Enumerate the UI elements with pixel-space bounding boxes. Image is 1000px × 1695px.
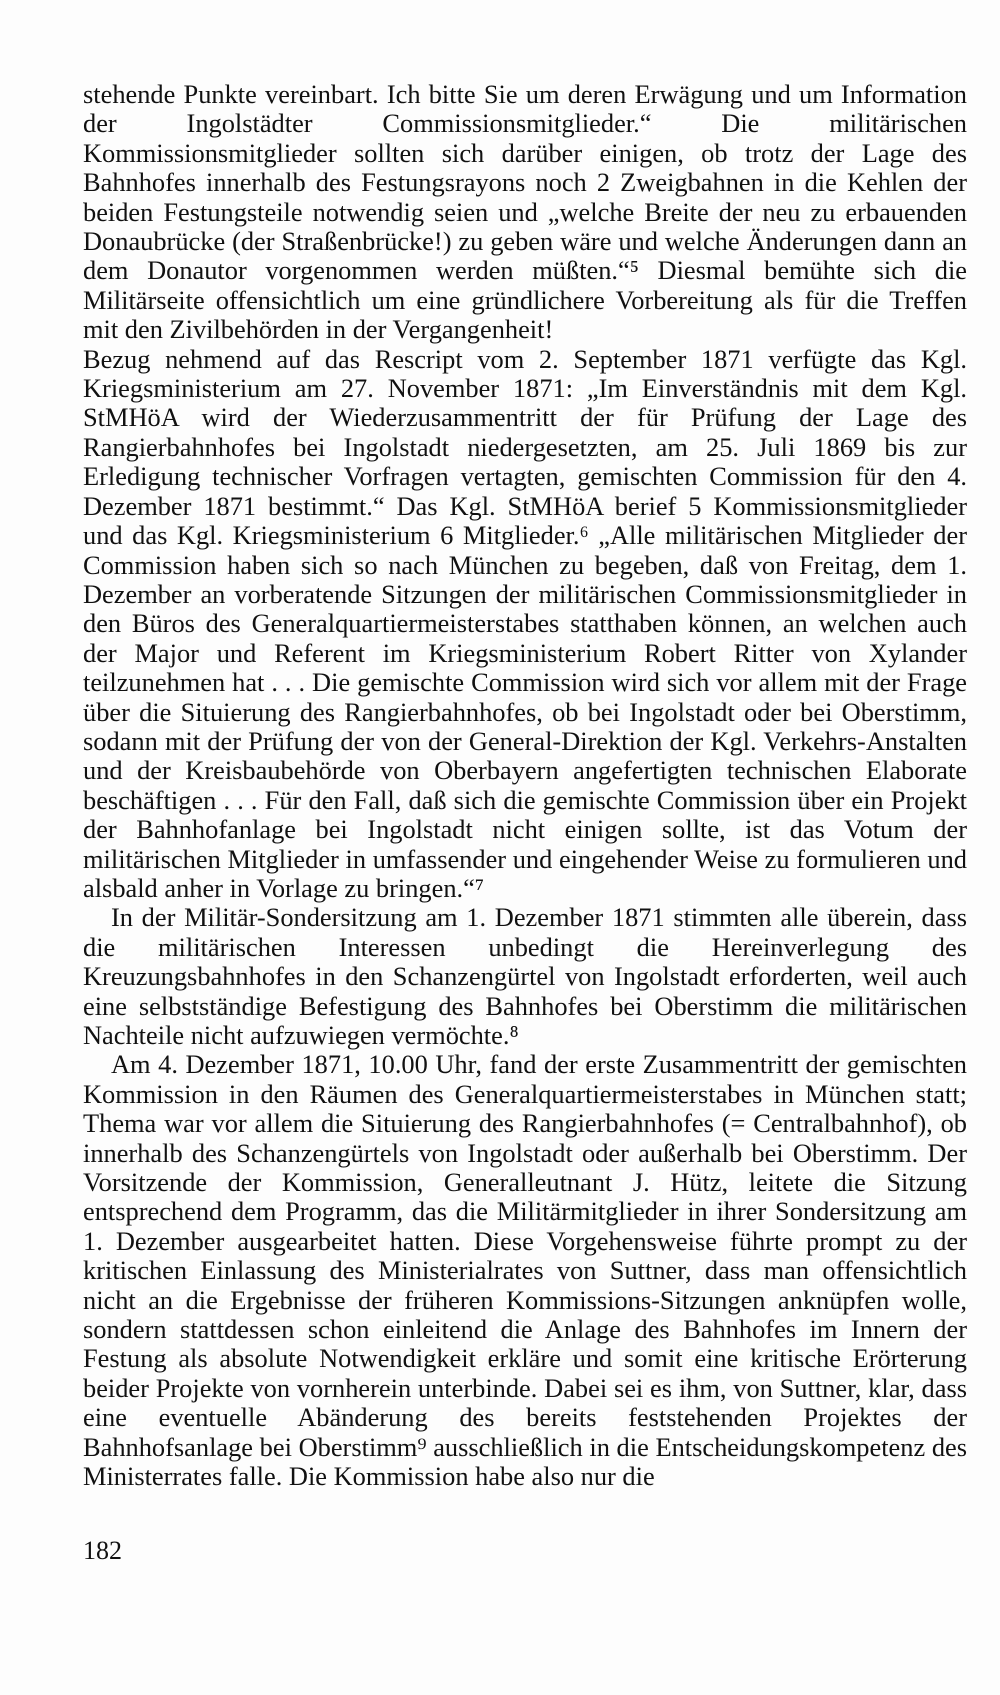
paragraph-4: Am 4. Dezember 1871, 10.00 Uhr, fand der erste Zusammentritt der gemischten Kommission in den Räumen des Generalquartiermeisterstabes in München statt; Thema war vor allem die Situierung des Rangierbahnhofes (= Centralbahnhof), ob innerhalb des Schanzengürtels von Ingolstadt oder außerhalb bei Oberstimm. Der Vorsitzende der Kommission, Generalleutnant J. Hütz, leitete die Sitzung entsprechend dem Programm, das die Militärmitglieder in ihrer Sondersitzung am 1. Dezember ausgearbeitet hatten. Diese Vorgehensweise führte prompt zu der kritischen Einlassung des Ministerialrates von Suttner, dass man offensichtlich nicht an die Ergebnisse der früheren Kommissions-Sitzungen anknüpfen wolle, sondern stattdessen schon einleitend die Anlage des Bahnhofes im Innern der Festung als absolute Notwendigkeit erkläre und somit eine kritische Erörterung beider Projekte von vornherein unterbinde. Dabei sei es ihm, von Suttner, klar, dass eine eventuelle Abänderung des bereits feststehenden Projektes der Bahnhofsanlage bei Oberstimm⁹ ausschließlich in die Entscheidungskompetenz des Ministerrates falle. Die Kommission habe also nur die [83,1049,967,1492]
paragraph-3: In der Militär-Sondersitzung am 1. Dezember 1871 stimmten alle überein, dass die militärischen Interessen unbedingt die Hereinverlegung des Kreuzungsbahnhofes in den Schanzengürtel von Ingolstadt erforderten, weil auch eine selbstständige Befestigung des Bahnhofes bei Oberstimm die militärischen Nachteile nicht aufzuwiegen vermöchte.⁸ [83,902,967,1050]
paragraph-1: stehende Punkte vereinbart. Ich bitte Sie um deren Erwägung und um Information der Ingolstädter Commissionsmitglieder.“ Die militärischen Kommissionsmitglieder sollten sich darüber einigen, ob trotz der Lage des Bahnhofes innerhalb des Festungsrayons noch 2 Zweigbahnen in die Kehlen der beiden Festungsteile notwendig seien und „welche Breite der neu zu erbauenden Donaubrücke (der Straßenbrücke!) zu geben wäre und welche Änderungen dann an dem Donautor vorgenommen werden müßten.“⁵ Diesmal bemühte sich die Militärseite offensichtlich um eine gründlichere Vorbereitung als für die Treffen mit den Zivilbehörden in der Vergangenheit! [83,79,967,345]
paragraph-2: Bezug nehmend auf das Rescript vom 2. September 1871 verfügte das Kgl. Kriegsministerium am 27. November 1871: „Im Einverständnis mit dem Kgl. StMHöA wird der Wiederzusammentritt der für Prüfung der Lage des Rangierbahnhofes bei Ingolstadt niedergesetzten, am 25. Juli 1869 bis zur Erledigung technischer Vorfragen vertagten, gemischten Commission für den 4. Dezember 1871 bestimmt.“ Das Kgl. StMHöA berief 5 Kommissionsmitglieder und das Kgl. Kriegsministerium 6 Mitglieder.⁶ „Alle militärischen Mitglieder der Commission haben sich so nach München zu begeben, daß von Freitag, dem 1. Dezember an vorberatende Sitzungen der militärischen Commissionsmitglieder in den Büros des Generalquartiermeisterstabes statthaben können, an welchen auch der Major und Referent im Kriegsministerium Robert Ritter von Xylander teilzunehmen hat . . . Die gemischte Commission wird sich vor allem mit der Frage über die Situierung des Rangierbahnhofes, ob bei Ingolstadt oder bei Oberstimm, sodann mit der Prüfung der von der General-Direktion der Kgl. Verkehrs-Anstalten und der Kreisbaubehörde von Oberbayern angefertigten technischen Elaborate beschäftigen . . . Für den Fall, daß sich die gemischte Commission über ein Projekt der Bahnhofanlage bei Ingolstadt nicht einigen sollte, ist das Votum der militärischen Mitglieder in umfassender und eingehender Weise zu formulieren und alsbald anher in Vorlage zu bringen.“⁷ [83,343,967,903]
body-text [83,80,967,1492]
page-number: 182 [83,1536,122,1565]
